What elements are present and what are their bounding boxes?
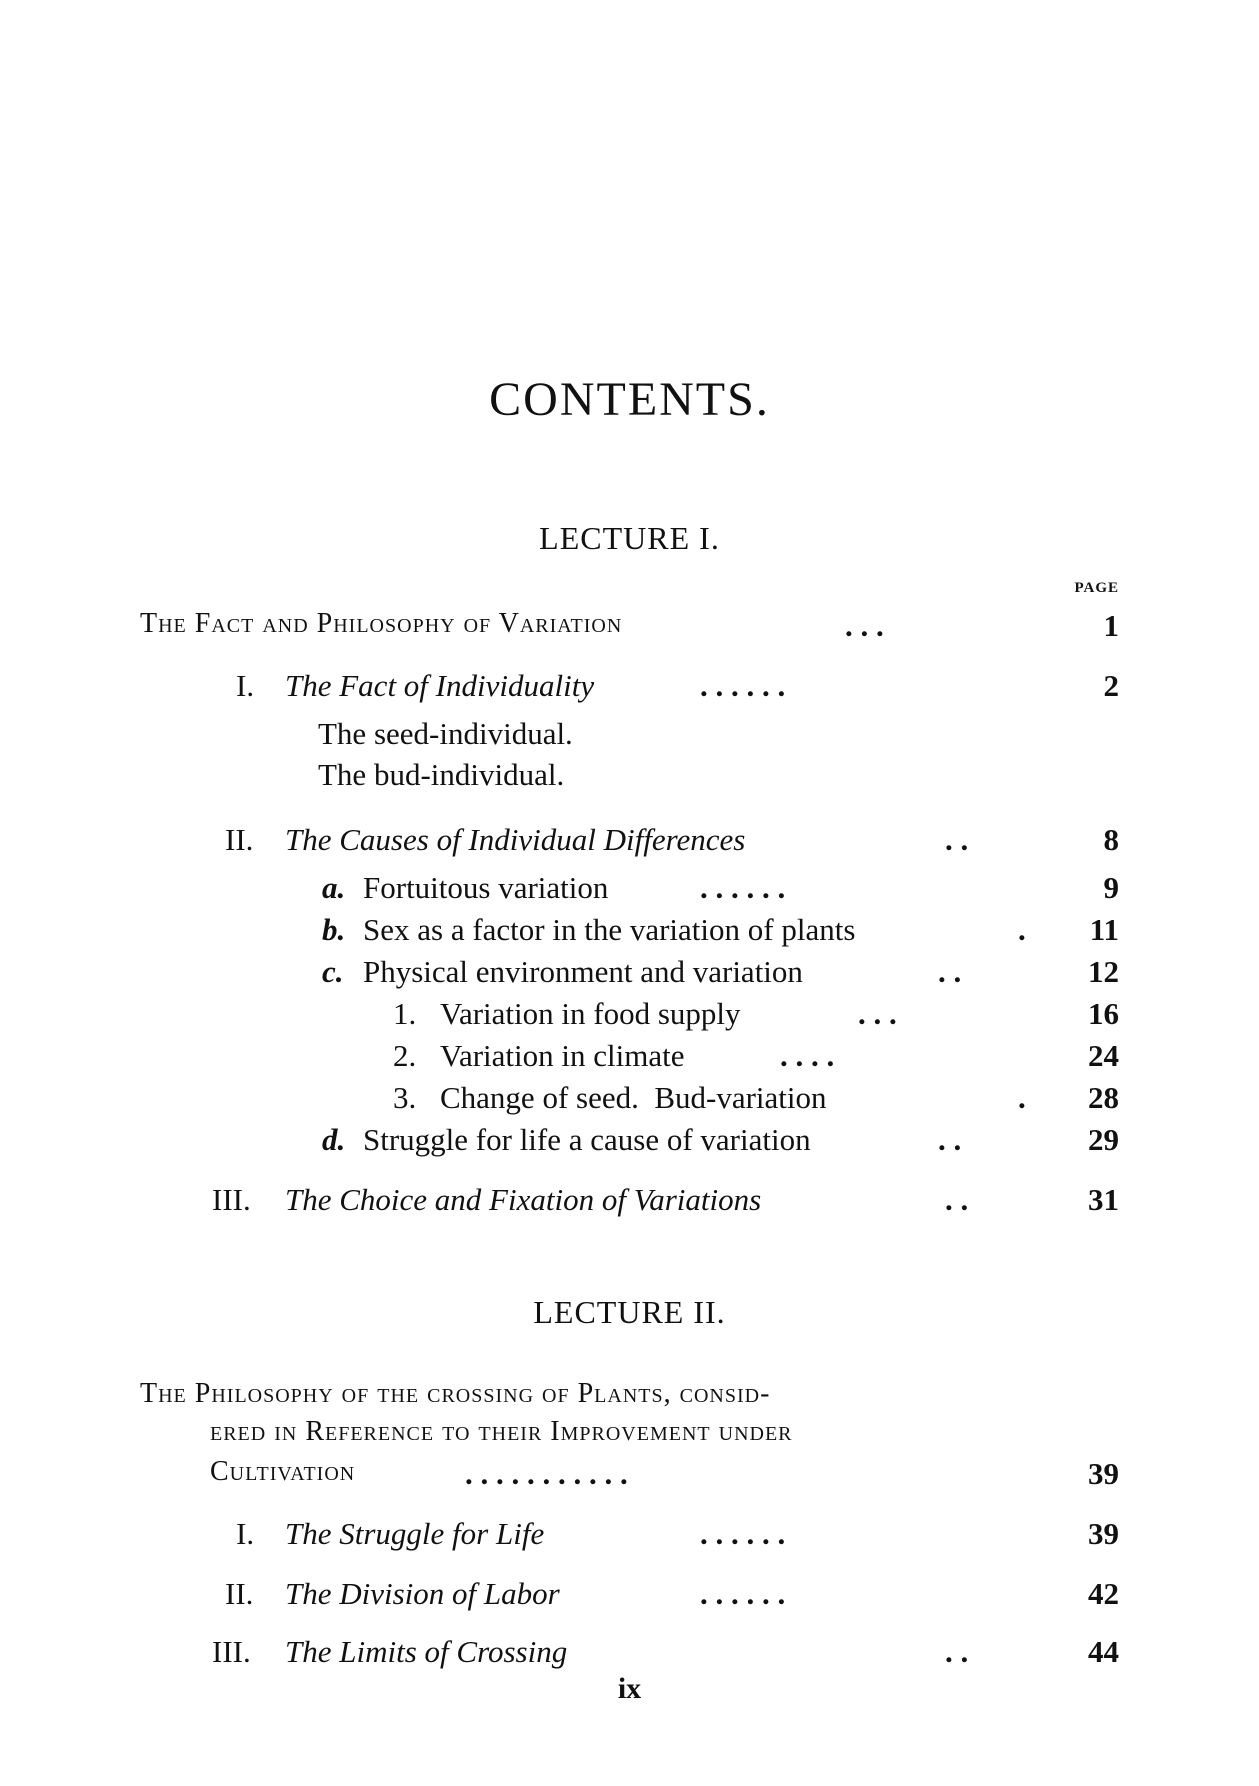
section-numeral: III. xyxy=(212,1634,251,1669)
entry-letter: d. xyxy=(322,1122,346,1157)
leader-dots: . . . xyxy=(858,996,897,1031)
page-number: 24 xyxy=(1088,1038,1119,1073)
entry-title: The Choice and Fixation of Variations xyxy=(285,1182,762,1217)
toc-entry xyxy=(0,1122,1259,1162)
page-number: 1 xyxy=(1103,608,1119,643)
entry-title: The Philosophy of the crossing of Plants, consid- xyxy=(140,1378,771,1409)
entry-title: Physical environment and variation xyxy=(363,954,803,989)
entry-title: Variation in food supply xyxy=(440,996,741,1031)
leader-dots: . . . . . . xyxy=(700,1516,786,1551)
entry-title: ered in Reference to their Improvement under xyxy=(210,1416,793,1447)
entry-title: The Fact of Individuality xyxy=(285,668,595,703)
leader-dots: . . xyxy=(945,1182,969,1217)
entry-title: Cultivation xyxy=(210,1456,356,1487)
page-number: 9 xyxy=(1103,870,1119,905)
lecture-1-heading: LECTURE I. xyxy=(539,520,720,556)
entry-title: Change of seed. Bud-variation xyxy=(440,1080,827,1115)
toc-entry xyxy=(0,1634,1259,1674)
entry-title: Struggle for life a cause of variation xyxy=(363,1122,811,1157)
toc-entry-line xyxy=(0,1416,1259,1456)
leader-dots: . . . . . . xyxy=(700,668,786,703)
page-title: CONTENTS. xyxy=(489,373,770,426)
toc-entry-line xyxy=(0,1378,1259,1418)
section-numeral: I. xyxy=(236,668,255,703)
section-numeral: II. xyxy=(225,1576,254,1611)
entry-title: Fortuitous variation xyxy=(363,870,609,905)
entry-letter: c. xyxy=(322,954,344,989)
entry-title: The seed-individual. xyxy=(318,716,573,751)
entry-letter: b. xyxy=(322,912,346,947)
leader-dots: . xyxy=(1018,1080,1026,1115)
page-number: 29 xyxy=(1088,1122,1119,1157)
entry-title: The Fact and Philosophy of Variation xyxy=(140,608,623,639)
toc-entry xyxy=(0,912,1259,952)
leader-dots: . . . . . . xyxy=(700,1576,786,1611)
page-number: 44 xyxy=(1088,1634,1119,1669)
entry-number: 3. xyxy=(393,1080,417,1115)
toc-entry xyxy=(0,1182,1259,1222)
section-numeral: III. xyxy=(212,1182,251,1217)
leader-dots: . . . . . . xyxy=(700,870,786,905)
page-number: 39 xyxy=(1088,1456,1119,1491)
toc-entry xyxy=(0,870,1259,910)
page-number: 11 xyxy=(1089,912,1119,947)
entry-title: Variation in climate xyxy=(440,1038,685,1073)
page-number: 12 xyxy=(1088,954,1119,989)
leader-dots: . . xyxy=(938,954,962,989)
page-number: 2 xyxy=(1103,668,1119,703)
entry-title: The Causes of Individual Differences xyxy=(285,822,746,857)
leader-dots: . . . . xyxy=(780,1038,835,1073)
section-numeral: I. xyxy=(236,1516,255,1551)
lecture-2-heading: LECTURE II. xyxy=(533,1294,726,1330)
page-number: 31 xyxy=(1088,1182,1119,1217)
leader-dots: . xyxy=(1018,912,1026,947)
leader-dots: . . . xyxy=(845,608,884,643)
page-number: 42 xyxy=(1088,1576,1119,1611)
entry-title: Sex as a factor in the variation of plants xyxy=(363,912,856,947)
page-number: 8 xyxy=(1103,822,1119,857)
toc-subentry xyxy=(0,757,1259,797)
leader-dots: . . . . . . . . . . . xyxy=(465,1456,628,1491)
toc-subentry xyxy=(0,716,1259,756)
toc-entry xyxy=(0,996,1259,1036)
page-column-header: PAGE xyxy=(1074,580,1119,596)
toc-entry xyxy=(0,1576,1259,1616)
entry-title: The Division of Labor xyxy=(285,1576,560,1611)
page-folio: ix xyxy=(617,1672,642,1705)
toc-entry xyxy=(0,1456,1259,1496)
leader-dots: . . xyxy=(945,1634,969,1669)
page-number: 16 xyxy=(1088,996,1119,1031)
page-number: 28 xyxy=(1088,1080,1119,1115)
entry-title: The Limits of Crossing xyxy=(285,1634,568,1669)
toc-entry xyxy=(0,1038,1259,1078)
toc-entry xyxy=(0,822,1259,862)
toc-entry xyxy=(0,608,1259,648)
toc-entry xyxy=(0,1516,1259,1556)
entry-letter: a. xyxy=(322,870,346,905)
leader-dots: . . xyxy=(945,822,969,857)
toc-entry xyxy=(0,668,1259,708)
page-number: 39 xyxy=(1088,1516,1119,1551)
leader-dots: . . xyxy=(938,1122,962,1157)
entry-number: 1. xyxy=(393,996,417,1031)
entry-title: The Struggle for Life xyxy=(285,1516,545,1551)
toc-entry xyxy=(0,1080,1259,1120)
entry-title: The bud-individual. xyxy=(318,757,565,792)
section-numeral: II. xyxy=(225,822,254,857)
entry-number: 2. xyxy=(393,1038,417,1073)
toc-entry xyxy=(0,954,1259,994)
